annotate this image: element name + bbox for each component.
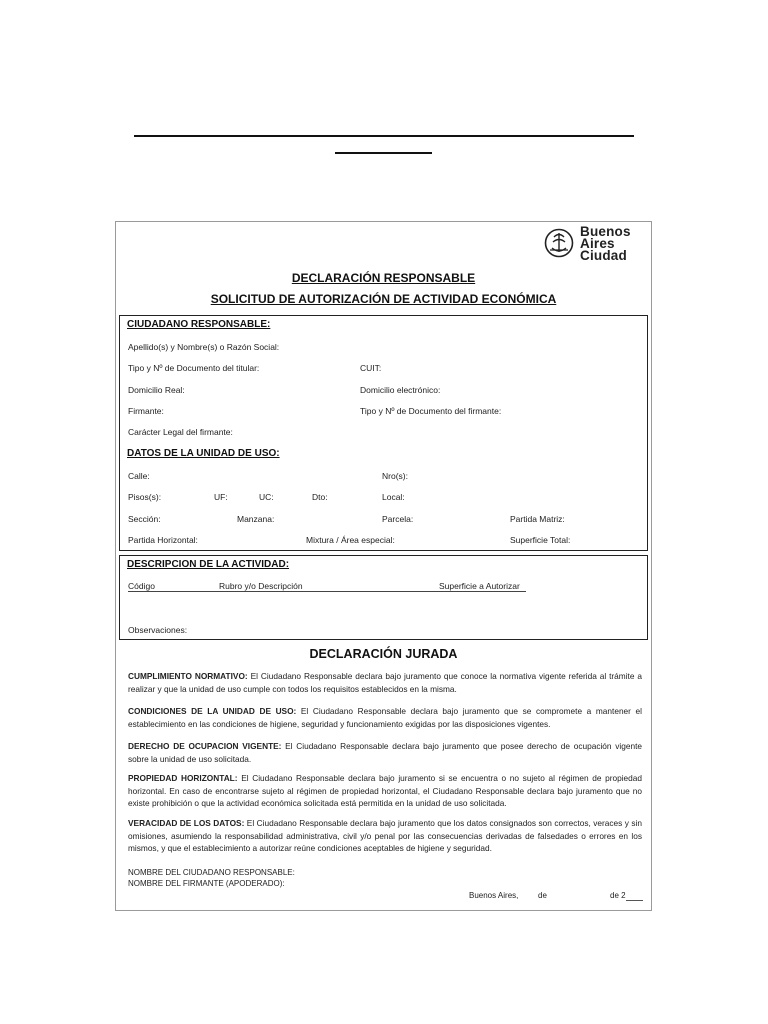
field-caracter-legal[interactable]: Carácter Legal del firmante: bbox=[128, 427, 233, 437]
field-superficie-total[interactable]: Superficie Total: bbox=[510, 535, 571, 545]
document-title: DECLARACIÓN RESPONSABLE bbox=[291, 271, 476, 285]
paragraph-heading: CONDICIONES DE LA UNIDAD DE USO: bbox=[128, 706, 297, 716]
field-domicilio-real[interactable]: Domicilio Real: bbox=[128, 385, 185, 395]
paragraph-body: El Ciudadano Responsable declara bajo juramento que posee derecho de ocupación vigente sobre la unidad de uso solicitada. bbox=[128, 741, 643, 764]
paragraph-body: El Ciudadano Responsable declara bajo juramento que se compromete a mantener el establecimiento en las condiciones de higiene, seguridad y funcionamiento exigidas por las disposiciones vigentes. bbox=[128, 706, 642, 729]
unidad-heading: DATOS DE LA UNIDAD DE USO: bbox=[127, 448, 280, 459]
paragraph-heading: PROPIEDAD HORIZONTAL: bbox=[128, 773, 238, 783]
field-partida-matriz[interactable]: Partida Matriz: bbox=[510, 514, 565, 524]
year-blank-line[interactable] bbox=[626, 900, 643, 901]
field-mixtura[interactable]: Mixtura / Área especial: bbox=[306, 535, 395, 545]
logo-line-2: Aires bbox=[580, 236, 615, 251]
footer-lugar: Buenos Aires, bbox=[469, 891, 519, 900]
field-local[interactable]: Local: bbox=[382, 492, 405, 502]
paragraph-derecho bbox=[128, 740, 642, 765]
field-nombre-firmante[interactable]: NOMBRE DEL FIRMANTE (APODERADO): bbox=[128, 879, 285, 888]
actividad-heading: DESCRIPCION DE LA ACTIVIDAD: bbox=[127, 559, 290, 570]
field-uc[interactable]: UC: bbox=[259, 492, 274, 502]
top-short-rule bbox=[335, 152, 432, 154]
field-cuit[interactable]: CUIT: bbox=[360, 363, 382, 373]
field-tipo-doc-firmante[interactable]: Tipo y Nº de Documento del firmante: bbox=[360, 406, 502, 416]
top-rule bbox=[134, 135, 634, 137]
paragraph-heading: VERACIDAD DE LOS DATOS: bbox=[128, 818, 245, 828]
paragraph-body: El Ciudadano Responsable declara bajo juramento que los datos consignados son correctos, veraces y sin omisiones, asumiendo la responsabilidad administrativa, civil y/o penal por las consecuencias derivadas de falsedades o errores en los mismos, y que el establecimiento a autorizar reúne condiciones aceptables de higiene y seguridad. bbox=[128, 818, 642, 853]
paragraph-heading: CUMPLIMIENTO NORMATIVO: bbox=[128, 671, 248, 681]
paragraph-body: El Ciudadano Responsable declara bajo juramento si se encuentra o no sujeto al régimen de propiedad horizontal. En caso de encontrarse sujeto al régimen de propiedad horizontal, el Ciudadano Responsable declara bajo juramento que no existe prohibición o que la actividad económica solicitada está permitida en la unidad de uso solicitada. bbox=[128, 773, 643, 808]
field-apellido[interactable]: Apellido(s) y Nombre(s) o Razón Social: bbox=[128, 342, 280, 352]
buenos-aires-logo bbox=[544, 226, 644, 262]
field-firmante[interactable]: Firmante: bbox=[128, 406, 164, 416]
field-nombre-ciudadano[interactable]: NOMBRE DEL CIUDADANO RESPONSABLE: bbox=[128, 868, 295, 877]
field-manzana[interactable]: Manzana: bbox=[237, 514, 275, 524]
logo-text bbox=[580, 226, 631, 262]
column-superficie: Superficie a Autorizar bbox=[439, 581, 520, 591]
paragraph-veracidad bbox=[128, 817, 642, 855]
logo-line-1: Buenos bbox=[580, 224, 631, 239]
field-parcela[interactable]: Parcela: bbox=[382, 514, 414, 524]
city-seal-icon bbox=[544, 228, 574, 258]
footer-de-year: de 2 bbox=[610, 891, 626, 900]
column-rubro: Rubro y/o Descripción bbox=[219, 581, 303, 591]
field-tipo-doc[interactable]: Tipo y Nº de Documento del titular: bbox=[128, 363, 260, 373]
paragraph-heading: DERECHO DE OCUPACION VIGENTE: bbox=[128, 741, 282, 751]
paragraph-propiedad bbox=[128, 772, 642, 810]
column-codigo: Código bbox=[128, 581, 155, 591]
logo-line-3: Ciudad bbox=[580, 248, 627, 263]
field-partida-horizontal[interactable]: Partida Horizontal: bbox=[128, 535, 198, 545]
document-subtitle: SOLICITUD DE AUTORIZACIÓN DE ACTIVIDAD ECONÓMICA bbox=[210, 292, 557, 306]
paragraph-condiciones bbox=[128, 705, 642, 730]
actividad-underline bbox=[128, 591, 526, 592]
field-uf[interactable]: UF: bbox=[214, 492, 228, 502]
declaracion-title: DECLARACIÓN JURADA bbox=[309, 647, 458, 661]
field-nro[interactable]: Nro(s): bbox=[382, 471, 408, 481]
field-calle[interactable]: Calle: bbox=[128, 471, 150, 481]
paragraph-body: El Ciudadano Responsable declara bajo juramento que conoce la normativa vigente referida al trámite a realizar y que la unidad de uso cumple con todos los requisitos establecidos en la misma. bbox=[128, 671, 642, 694]
paragraph-cumplimiento bbox=[128, 670, 642, 695]
field-dto[interactable]: Dto: bbox=[312, 492, 328, 502]
footer-de: de bbox=[538, 891, 547, 900]
field-domicilio-electronico[interactable]: Domicilio electrónico: bbox=[360, 385, 441, 395]
ciudadano-heading: CIUDADANO RESPONSABLE: bbox=[127, 319, 271, 330]
field-pisos[interactable]: Pisos(s): bbox=[128, 492, 162, 502]
field-seccion[interactable]: Sección: bbox=[128, 514, 161, 524]
field-observaciones[interactable]: Observaciones: bbox=[128, 625, 188, 635]
